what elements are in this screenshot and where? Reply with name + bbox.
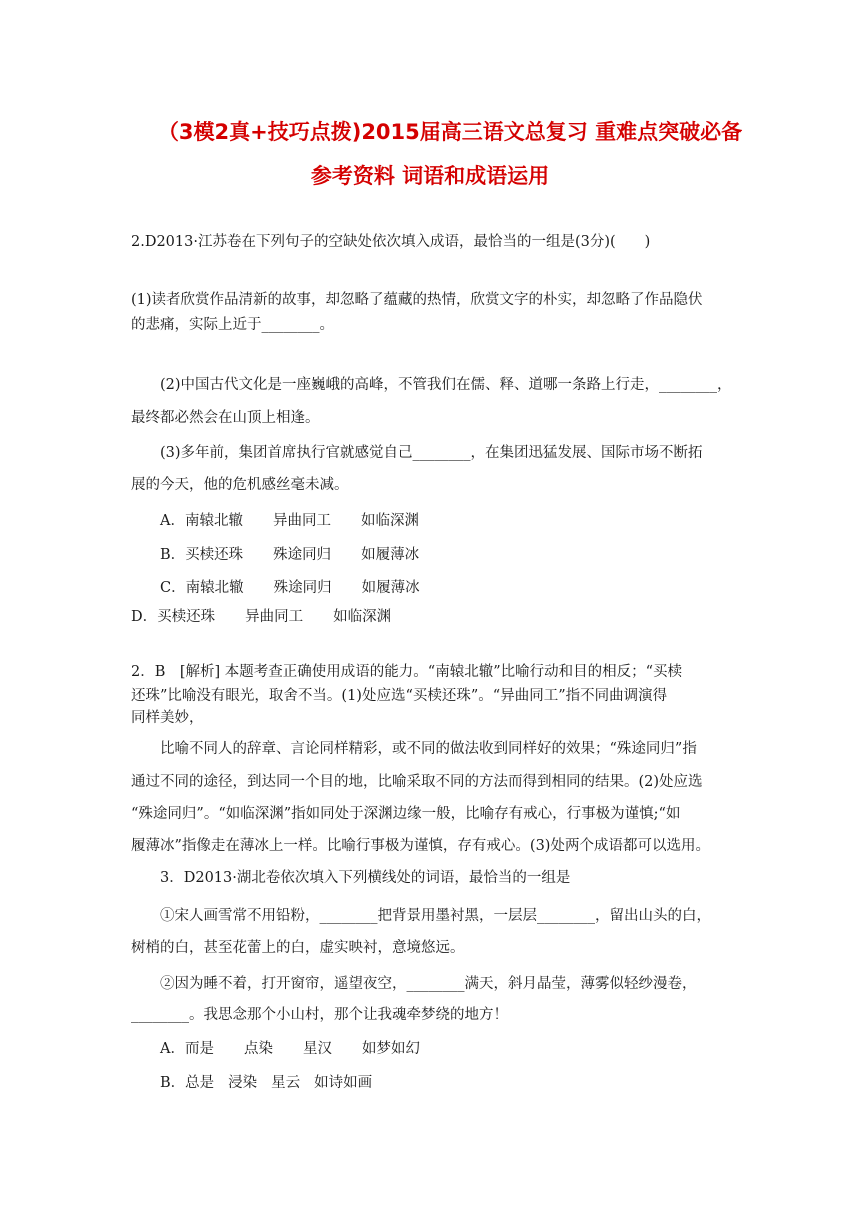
q2-sentence-1-line-2: 的悲痛，实际上近于________。 xyxy=(131,317,334,333)
option-b-word-2: 殊途同归 xyxy=(273,547,332,563)
option-a-word-2: 异曲同工 xyxy=(272,513,331,529)
option-b-word-3: 如履薄冰 xyxy=(361,547,420,563)
q2-answer-line-6: “殊途同归”。“如临深渊”指如同处于深渊边缘一般，比喻存有戒心，行事极为谨慎;“如 xyxy=(131,806,681,822)
q3-sentence-2-line-1: ②因为睡不着，打开窗帘，遥望夜空，________满天，斜月晶莹，薄雾似轻纱漫卷， xyxy=(160,976,697,992)
q3-option-a xyxy=(160,1037,420,1058)
q2-answer-line-4: 比喻不同人的辞章、言论同样精彩，或不同的做法收到同样好的效果；“殊途同归”指 xyxy=(160,741,697,757)
q3-stem: 3．D2013·湖北卷依次填入下列横线处的词语，最恰当的一组是 xyxy=(160,870,571,886)
q3-option-b-word-1: B．总是 xyxy=(160,1075,215,1091)
q2-sentence-3-line-2: 展的今天，他的危机感丝毫未减。 xyxy=(131,477,349,493)
q2-sentence-1-line-1: (1)读者欣赏作品清新的故事，却忽略了蕴藏的热情，欣赏文字的朴实，却忽略了作品隐伏 xyxy=(131,292,703,308)
option-c-word-1: C．南辕北辙 xyxy=(160,580,244,596)
q2-answer-line-2: 还珠”比喻没有眼光，取舍不当。(1)处应选“买椟还珠”。“异曲同工”指不同曲调演得 xyxy=(131,688,668,704)
option-c-word-3: 如履薄冰 xyxy=(361,580,420,596)
q3-option-b-word-4: 如诗如画 xyxy=(314,1075,373,1091)
q3-option-b-word-2: 浸染 xyxy=(228,1075,258,1091)
q2-sentence-2-line-1: (2)中国古代文化是一座巍峨的高峰，不管我们在儒、释、道哪一条路上行走，________， xyxy=(160,377,732,393)
document-title-line-1: （3模2真+技巧点拨)2015届高三语文总复习 重难点突破必备 xyxy=(157,120,743,144)
q3-option-b-word-3: 星云 xyxy=(271,1075,301,1091)
q2-answer-line-3: 同样美妙， xyxy=(131,710,204,726)
option-c-word-2: 殊途同归 xyxy=(273,580,332,596)
q3-option-a-word-4: 如梦如幻 xyxy=(361,1041,420,1057)
q2-answer-line-5: 通过不同的途径，到达同一个目的地，比喻采取不同的方法而得到相同的结果。(2)处应选 xyxy=(131,774,703,790)
option-a-word-3: 如临深渊 xyxy=(360,513,419,529)
q3-sentence-2-line-2: ________。我思念那个小山村，那个让我魂牵梦绕的地方！ xyxy=(131,1007,508,1023)
q3-sentence-1-line-1: ①宋人画雪常不用铅粉，________把背景用墨衬黑，一层层________，留出山头的白， xyxy=(160,908,711,924)
q2-stem: 2.D2013·江苏卷在下列句子的空缺处依次填入成语，最恰当的一组是(3分)( ) xyxy=(131,234,651,250)
option-d-word-1: D．买椟还珠 xyxy=(131,609,216,625)
q2-answer-line-1: 2．B [解析] 本题考查正确使用成语的能力。“南辕北辙”比喻行动和目的相反；“买椟 xyxy=(131,664,683,680)
q2-answer-line-7: 履薄冰”指像走在薄冰上一样。比喻行事极为谨慎，存有戒心。(3)处两个成语都可以选用。 xyxy=(131,838,710,854)
q3-option-a-word-1: A．而是 xyxy=(160,1041,214,1057)
q3-option-a-word-2: 点染 xyxy=(243,1041,273,1057)
q3-option-a-word-3: 星汉 xyxy=(302,1041,332,1057)
q2-option-c xyxy=(160,576,420,597)
document-title-line-2: 参考资料 词语和成语运用 xyxy=(310,164,550,188)
option-a-word-1: A．南辕北辙 xyxy=(160,513,243,529)
q2-sentence-3-line-1: (3)多年前，集团首席执行官就感觉自己________，在集团迅猛发展、国际市场不断拓 xyxy=(160,445,703,461)
q2-option-d xyxy=(131,605,391,626)
q2-option-a xyxy=(160,509,419,530)
q3-option-b xyxy=(160,1071,372,1092)
q2-option-b xyxy=(160,543,419,564)
q3-sentence-1-line-2: 树梢的白，甚至花蕾上的白，虚实映衬，意境悠远。 xyxy=(131,940,465,956)
option-d-word-2: 异曲同工 xyxy=(245,609,304,625)
option-d-word-3: 如临深渊 xyxy=(333,609,392,625)
option-b-word-1: B．买椟还珠 xyxy=(160,547,244,563)
q2-sentence-2-line-2: 最终都必然会在山顶上相逢。 xyxy=(131,410,320,426)
